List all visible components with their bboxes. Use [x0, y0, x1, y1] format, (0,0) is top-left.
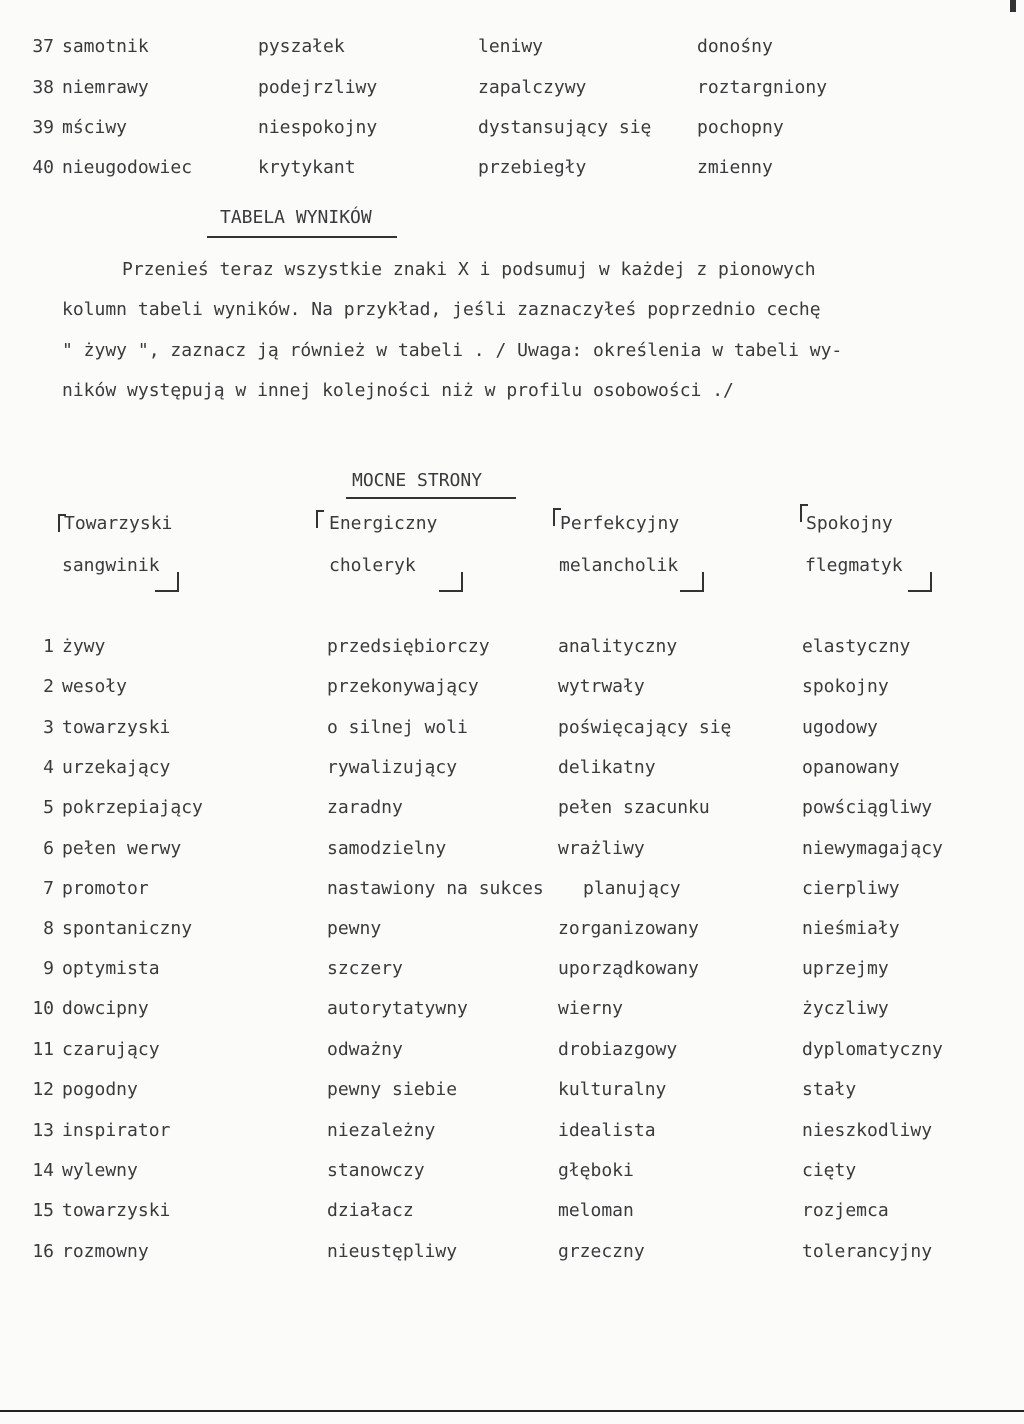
- table-cell: stały: [802, 1079, 857, 1100]
- instructions-line: kolumn tabeli wyników. Na przykład, jeśli zaznaczyłeś poprzednio cechę: [62, 299, 821, 321]
- table-row: [0, 1039, 1024, 1069]
- table-cell: nieustępliwy: [327, 1241, 458, 1262]
- row-number: 37: [32, 36, 54, 57]
- table-cell: spontaniczny: [62, 918, 193, 939]
- column-name: Spokojny: [806, 513, 893, 534]
- table-cell: meloman: [558, 1200, 634, 1221]
- table-cell: drobiazgowy: [558, 1039, 678, 1060]
- table-cell: poświęcający się: [558, 717, 732, 738]
- table-cell: wrażliwy: [558, 838, 645, 859]
- list-cell: przebiegły: [478, 157, 587, 178]
- row-number: 5: [43, 797, 54, 818]
- table-cell: pogodny: [62, 1079, 138, 1100]
- table-cell: samodzielny: [327, 838, 447, 859]
- table-row: [0, 757, 1024, 787]
- table-cell: ugodowy: [802, 717, 878, 738]
- list-cell: podejrzliwy: [258, 77, 378, 98]
- row-number: 6: [43, 838, 54, 859]
- row-number: 11: [32, 1039, 54, 1060]
- list-row-39: [0, 117, 1024, 147]
- table-cell: promotor: [62, 878, 149, 899]
- table-cell: działacz: [327, 1200, 414, 1221]
- table-cell: pewny siebie: [327, 1079, 458, 1100]
- table-cell: elastyczny: [802, 636, 911, 657]
- column-name: Energiczny: [329, 513, 438, 534]
- table-cell: pełen szacunku: [558, 797, 710, 818]
- list-cell: niemrawy: [62, 77, 149, 98]
- table-cell: przekonywający: [327, 676, 479, 697]
- table-cell: żywy: [62, 636, 106, 657]
- title-underline: [207, 236, 397, 238]
- table-cell: nieszkodliwy: [802, 1120, 933, 1141]
- table-cell: uporządkowany: [558, 958, 699, 979]
- bracket-mark: [155, 572, 179, 592]
- row-number: 14: [32, 1160, 54, 1181]
- table-row: [0, 797, 1024, 827]
- scan-edge-mark: [1010, 0, 1016, 12]
- table-row: [0, 636, 1024, 666]
- table-cell: głęboki: [558, 1160, 634, 1181]
- list-row-37: [0, 36, 1024, 66]
- table-cell: stanowczy: [327, 1160, 425, 1181]
- column-type: sangwinik: [62, 555, 160, 576]
- table-cell: czarujący: [62, 1039, 160, 1060]
- row-number: 1: [43, 636, 54, 657]
- table-cell: odważny: [327, 1039, 403, 1060]
- table-cell: wesoły: [62, 676, 128, 697]
- table-row: [0, 1160, 1024, 1190]
- table-cell: rozjemca: [802, 1200, 889, 1221]
- column-type: flegmatyk: [805, 555, 903, 576]
- list-cell: donośny: [697, 36, 773, 57]
- list-row-40: [0, 157, 1024, 187]
- table-cell: autorytatywny: [327, 998, 468, 1019]
- list-cell: samotnik: [62, 36, 149, 57]
- table-cell: towarzyski: [62, 1200, 171, 1221]
- table-row: [0, 676, 1024, 706]
- column-name: Perfekcyjny: [560, 513, 680, 534]
- table-cell: szczery: [327, 958, 403, 979]
- table-cell: dowcipny: [62, 998, 149, 1019]
- table-cell: analityczny: [558, 636, 678, 657]
- row-number: 15: [32, 1200, 54, 1221]
- list-cell: dystansujący się: [478, 117, 652, 138]
- row-number: 39: [32, 117, 54, 138]
- bracket-mark: [908, 572, 932, 592]
- table-cell: planujący: [583, 878, 681, 899]
- row-number: 3: [43, 717, 54, 738]
- page-title: TABELA WYNIKÓW: [220, 207, 372, 228]
- table-row: [0, 998, 1024, 1028]
- table-cell: rywalizujący: [327, 757, 458, 778]
- column-name: Towarzyski: [64, 513, 173, 534]
- list-cell: pyszałek: [258, 36, 345, 57]
- list-cell: krytykant: [258, 157, 356, 178]
- table-cell: wylewny: [62, 1160, 138, 1181]
- table-cell: pewny: [327, 918, 382, 939]
- list-row-38: [0, 77, 1024, 107]
- row-number: 13: [32, 1120, 54, 1141]
- table-row: [0, 1241, 1024, 1271]
- table-row: [0, 1120, 1024, 1150]
- table-cell: grzeczny: [558, 1241, 645, 1262]
- table-cell: wierny: [558, 998, 624, 1019]
- table-cell: pełen werwy: [62, 838, 182, 859]
- table-row: [0, 717, 1024, 747]
- list-cell: zmienny: [697, 157, 773, 178]
- table-cell: delikatny: [558, 757, 656, 778]
- row-number: 12: [32, 1079, 54, 1100]
- row-number: 9: [43, 958, 54, 979]
- table-cell: cierpliwy: [802, 878, 900, 899]
- table-cell: zorganizowany: [558, 918, 699, 939]
- bracket-mark: [680, 572, 704, 592]
- table-cell: idealista: [558, 1120, 656, 1141]
- list-cell: roztargniony: [697, 77, 828, 98]
- bracket-mark: [316, 510, 324, 528]
- column-type: melancholik: [559, 555, 679, 576]
- table-cell: nastawiony na sukces: [327, 878, 544, 899]
- table-cell: powściągliwy: [802, 797, 933, 818]
- list-cell: nieugodowiec: [62, 157, 193, 178]
- row-number: 2: [43, 676, 54, 697]
- list-cell: mściwy: [62, 117, 128, 138]
- instructions-line: Przenieś teraz wszystkie znaki X i podsumuj w każdej z pionowych: [122, 259, 816, 280]
- table-cell: niewymagający: [802, 838, 943, 859]
- table-cell: nieśmiały: [802, 918, 900, 939]
- column-type: choleryk: [329, 555, 416, 576]
- table-cell: tolerancyjny: [802, 1241, 933, 1262]
- instructions-line: ników występują w innej kolejności niż w profilu osobowości ./: [62, 379, 734, 401]
- table-row: [0, 918, 1024, 948]
- table-cell: uprzejmy: [802, 958, 889, 979]
- section-heading: MOCNE STRONY: [352, 470, 483, 491]
- table-row: [0, 1200, 1024, 1230]
- table-row: [0, 878, 1024, 908]
- list-cell: leniwy: [478, 36, 544, 57]
- instructions-line: " żywy ", zaznacz ją również w tabeli . / Uwaga: określenia w tabeli wy-: [62, 339, 843, 361]
- table-cell: o silnej woli: [327, 717, 468, 738]
- row-number: 38: [32, 77, 54, 98]
- row-number: 8: [43, 918, 54, 939]
- table-cell: towarzyski: [62, 717, 171, 738]
- table-cell: kulturalny: [558, 1079, 667, 1100]
- table-cell: cięty: [802, 1160, 857, 1181]
- table-cell: rozmowny: [62, 1241, 149, 1262]
- table-row: [0, 958, 1024, 988]
- table-cell: dyplomatyczny: [802, 1039, 943, 1060]
- table-cell: niezależny: [327, 1120, 436, 1141]
- table-cell: spokojny: [802, 676, 889, 697]
- table-cell: inspirator: [62, 1120, 171, 1141]
- table-cell: wytrwały: [558, 676, 645, 697]
- section-underline: [346, 497, 516, 499]
- table-cell: pokrzepiający: [62, 797, 203, 818]
- table-cell: przedsiębiorczy: [327, 636, 490, 657]
- table-cell: optymista: [62, 958, 160, 979]
- table-cell: urzekający: [62, 757, 171, 778]
- row-number: 4: [43, 757, 54, 778]
- table-cell: opanowany: [802, 757, 900, 778]
- row-number: 7: [43, 878, 54, 899]
- table-cell: zaradny: [327, 797, 403, 818]
- bracket-mark: [439, 572, 463, 592]
- row-number: 40: [32, 157, 54, 178]
- table-cell: życzliwy: [802, 998, 889, 1019]
- table-row: [0, 838, 1024, 868]
- page-bottom-edge: [0, 1410, 1024, 1412]
- list-cell: pochopny: [697, 117, 784, 138]
- row-number: 16: [32, 1241, 54, 1262]
- list-cell: niespokojny: [258, 117, 378, 138]
- row-number: 10: [32, 998, 54, 1019]
- instructions-paragraph: [62, 250, 962, 411]
- table-row: [0, 1079, 1024, 1109]
- list-cell: zapalczywy: [478, 77, 587, 98]
